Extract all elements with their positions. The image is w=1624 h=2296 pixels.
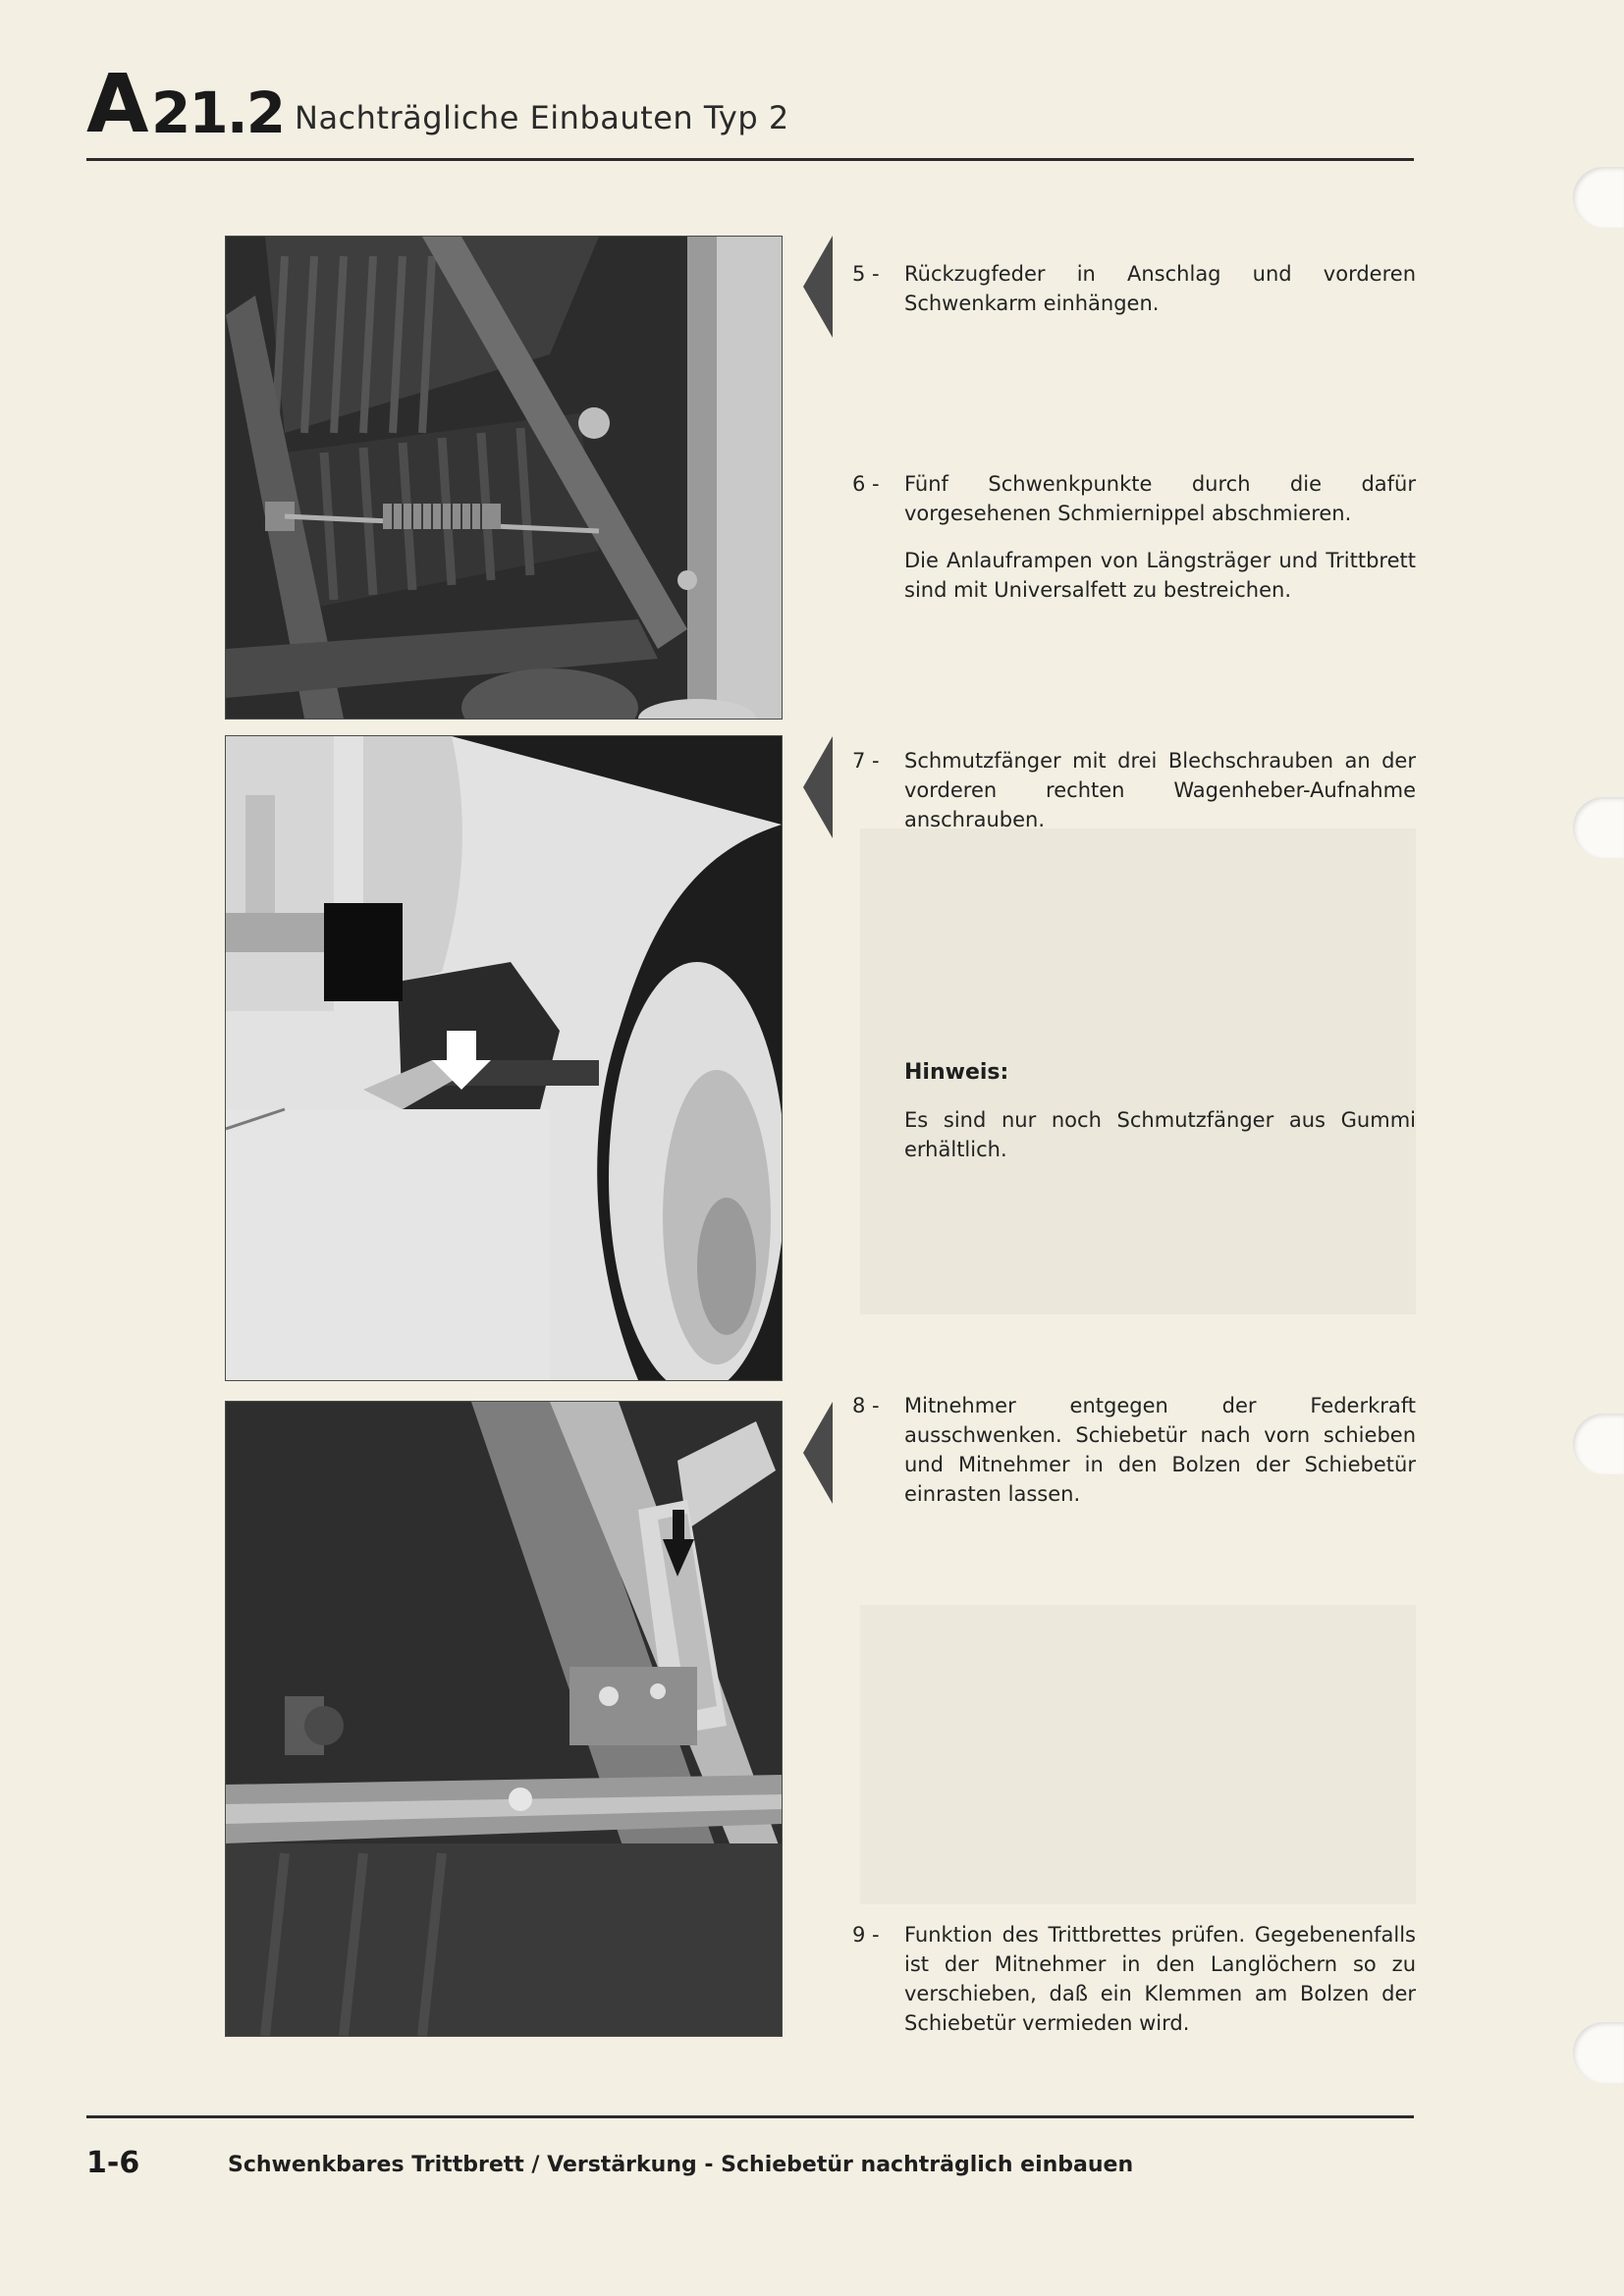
step-9 [852, 1920, 1416, 2038]
triangle-pointer-left-icon [803, 1402, 833, 1504]
triangle-pointer-left-icon [803, 236, 833, 338]
step-number: 5 - [852, 262, 880, 286]
photo-door-catch [225, 1401, 783, 2037]
triangle-pointer-left-icon [803, 736, 833, 838]
section-code-number: 21.2 [151, 80, 285, 146]
step-text: Funktion des Trittbrettes prüfen. Gegebenenfalls ist der Mitnehmer in den Langlöchern so zu verschieben, daß ein Klemmen am Bolzen der Schiebetür vermieden wird. [904, 1923, 1416, 2035]
footer-title: Schwenkbares Trittbrett / Verstärkung - Schiebetür nachträglich einbauen [228, 2153, 1134, 2177]
step-5 [852, 259, 1416, 318]
binder-hole [1573, 167, 1624, 228]
step-text: Rückzugfeder in Anschlag und vorderen Schwenkarm einhängen. [904, 262, 1416, 315]
step-8 [852, 1391, 1416, 1509]
footer-rule [86, 2115, 1414, 2118]
hinweis-text: Es sind nur noch Schmutzfänger aus Gummi erhältlich. [904, 1108, 1416, 1161]
page-title: Nachträgliche Einbauten Typ 2 [295, 99, 789, 136]
header-rule [86, 158, 1414, 161]
page-number: 1-6 [86, 2146, 140, 2180]
step-6 [852, 469, 1416, 528]
step-number: 9 - [852, 1923, 880, 1947]
step-text: Mitnehmer entgegen der Federkraft ausschwenken. Schiebetür nach vorn schieben und Mitnehmer in den Bolzen der Schiebetür einrasten lassen. [904, 1394, 1416, 1506]
step-number: 6 - [852, 472, 880, 496]
photo-spring-mount [225, 236, 783, 720]
step-number: 7 - [852, 749, 880, 773]
binder-hole [1573, 2022, 1624, 2083]
step-number: 8 - [852, 1394, 880, 1417]
shaded-area [860, 1605, 1416, 1904]
hinweis-title: Hinweis: [904, 1060, 1009, 1085]
binder-hole [1573, 1414, 1624, 1474]
step-7 [852, 746, 1416, 834]
step-text: Schmutzfänger mit drei Blechschrauben an der vorderen rechten Wagenheber-Aufnahme anschrauben. [904, 749, 1416, 831]
section-code-letter: A [86, 58, 147, 151]
step-text: Fünf Schwenkpunkte durch die dafür vorgesehenen Schmiernippel abschmieren. [904, 472, 1416, 525]
step-6-note: Die Anlauframpen von Längsträger und Trittbrett sind mit Universalfett zu bestreichen. [904, 549, 1416, 602]
binder-hole [1573, 797, 1624, 858]
photo-mudflap [225, 735, 783, 1381]
